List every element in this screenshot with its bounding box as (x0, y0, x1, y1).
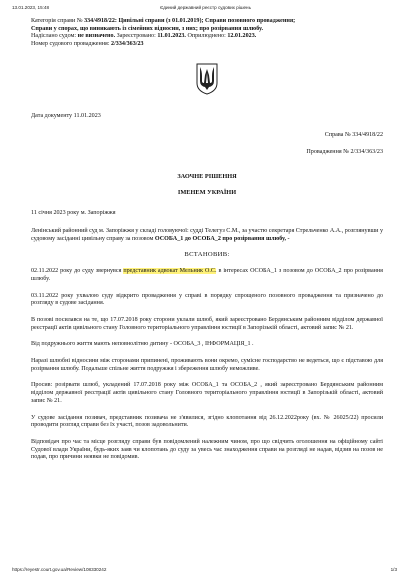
highlighted-representative: представник адвокат Мельник О.С. (123, 268, 217, 275)
paragraph-marriage-registered: В позові посилався на те, що 17.07.2018 року сторони уклали шлюб, який зареєстровано Бердянським районним відділом державної реєстрації актів цивільного стану Головного територіального управління юстиції в Запорізькій області, актовий запис № 21. (31, 316, 383, 331)
coat-of-arms-trident-icon (195, 61, 219, 95)
print-site-title: Єдиний державний реєстр судових рішень (160, 5, 251, 10)
print-url: https://reyestr.court.gov.ua/Review/108330242 (12, 567, 107, 572)
paragraph-plaintiff-absence: У судове засідання позивач, представник позивача не з'явилися, згідно клопотання від 26.12.2022року (вх. № 26025/22) просили проводити розгляд справи без їх участі, позов задовольнити. (31, 414, 383, 429)
case-number: Справа № 334/4918/22 (324, 131, 383, 138)
paragraph-request: Просив: розірвати шлюб, укладений 17.07.2018 року між ОСОБА_1 та ОСОБА_2 , який зареєстровано Бердянським районним відділом державної реєстрації актів цивільного стану Головного територіального управління юстиції в Запорізькій області, актовий запис № 21. (31, 382, 383, 404)
browser-print-header (0, 0, 411, 14)
emblem-container (31, 61, 383, 95)
print-page-number: 1/3 (390, 567, 397, 572)
paragraph-proceedings-opened: 03.11.2022 року ухвалою суду відкрито провадження у справі в порядку спрощеного позовного провадження та призначено до розгляду в судове засідання. (31, 292, 383, 307)
case-metadata (31, 18, 383, 49)
browser-print-footer (0, 564, 411, 576)
date-and-place: 11 січня 2023 року м. Запоріжжя (31, 210, 116, 217)
paragraph-minor-child: Від подружнього життя мають неповнолітню дитину - ОСОБА_3 , ІНФОРМАЦІЯ_1 . (31, 341, 254, 348)
proceeding-number: Провадження № 2/334/363/23 (306, 149, 383, 156)
established-heading: ВСТАНОВИВ: (184, 251, 230, 259)
case-dates-line: Надіслано судом: не визначено. Зареєстровано: 11.01.2023. Оприлюднено: 12.01.2023. (31, 33, 257, 40)
court-document (31, 18, 383, 462)
print-date-time: 13.01.2023, 15:48 (12, 5, 50, 10)
paragraph-claim-filed: 02.11.2022 року до суду звернувся представник адвокат Мельник О.С. в інтересах ОСОБА_1 з позовом до ОСОБА_2 про розірвання шлюбу. (31, 268, 383, 282)
paragraph-relations-ended: Наразі шлюбні відносини між сторонами припинені, проживають вони окремо, сумісне господарство не ведеться, що є підставою для розірвання шлюбу. Подальше спільне життя подружжя і збереження шлюбу неможливе. (31, 358, 383, 372)
decision-title: ЗАОЧНЕ РІШЕННЯ (177, 172, 237, 180)
document-date: Дата документу 11.01.2023 (31, 112, 101, 119)
court-composition: Ленінський районний суд м. Запоріжжя у складі головуючої: судді Телегуз С.М., за участю секретаря Стрельченко А.А., розглянувши у судовому засіданні цивільну справу за позовом ОСОБА_1 до ОСОБА_2 про розірвання шлюбу, - (31, 228, 383, 242)
paragraph-defendant-notified: Відповідач про час та місце розгляду справи був повідомлений належним чином, про що свідчить оголошення на офіційному сайті Судової влади України, будь-яких заяв чи клопотань до суду за увесь час знаходження справи на розгляді не надав, відзив на позов не подав, про причини неявки не повідомив. (31, 438, 383, 461)
case-category-line: Категорія справи № 334/4918/22: Цивільні справи (з 01.01.2019); Справи позовного провадження; (31, 18, 296, 24)
in-the-name-of-ukraine: ІМЕНЕМ УКРАЇНИ (177, 188, 237, 196)
proceeding-number-line: Номер судового провадження: 2/334/363/23 (31, 41, 144, 48)
case-category-line-2: Справи у спорах, що виникають із сімейних відносин, з них; про розірвання шлюбу. (31, 25, 263, 32)
